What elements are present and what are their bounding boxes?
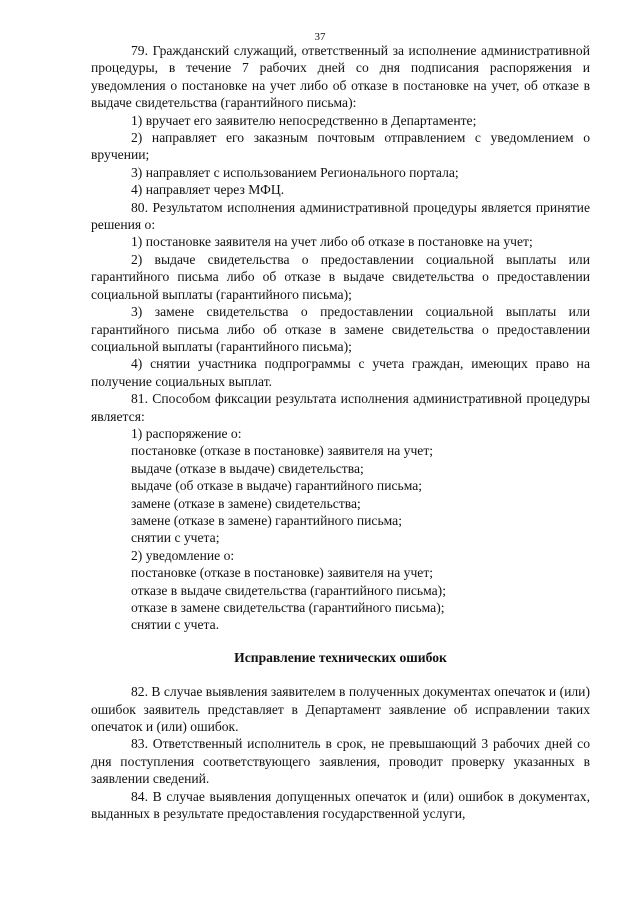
section-heading: Исправление технических ошибок [234,649,447,665]
procedure-items-82-84 [91,683,590,822]
list-line: снятии с учета. [131,617,220,633]
paragraph: 80. Результатом исполнения административной процедуры является принятие решения о: [91,199,590,233]
paragraph: 2) выдаче свидетельства о предоставлении социальной выплаты или гарантийного письма либо об отказе в выдаче свидетельства о предоставлении социальной выплаты (гарантийного письма); [91,251,590,302]
paragraph: 1) постановке заявителя на учет либо об отказе в постановке на учет; [131,234,533,250]
procedure-items-79-81 [91,42,590,634]
list-line: 1) распоряжение о: [131,425,242,441]
paragraph: 1) вручает его заявителю непосредственно в Департаменте; [131,112,477,128]
page-number: 37 [314,31,326,43]
document-body [91,42,590,822]
paragraph: 83. Ответственный исполнитель в срок, не превышающий 3 рабочих дней со дня поступления соответствующего заявления, проводит проверку указанных в заявлении сведений. [91,736,590,787]
list-line: замене (отказе в замене) свидетельства; [131,495,361,511]
list-line: снятии с учета; [131,530,220,546]
list-line: выдаче (об отказе в выдаче) гарантийного письма; [131,478,423,494]
paragraph: 2) направляет его заказным почтовым отправлением с уведомлением о вручении; [91,130,590,163]
paragraph: 84. В случае выявления допущенных опечаток и (или) ошибок в документах, выданных в результате предоставления государственной услуги, [91,788,590,822]
paragraph: 81. Способом фиксации результата исполнения административной процедуры является: [91,391,590,424]
paragraph: 4) снятии участника подпрограммы с учета граждан, имеющих право на получение социальных выплат. [91,356,590,389]
list-line: отказе в выдаче свидетельства (гарантийного письма); [131,582,446,598]
list-line: постановке (отказе в постановке) заявителя на учет; [131,443,434,459]
list-line: отказе в замене свидетельства (гарантийного письма); [131,600,445,615]
paragraph: 3) замене свидетельства о предоставлении социальной выплаты или гарантийного письма либо об отказе в замене свидетельства о предоставлении социальной выплаты (гарантийного письма); [91,304,590,354]
paragraph: 4) направляет через МФЦ. [131,182,285,198]
paragraph: 82. В случае выявления заявителем в полученных документах опечаток и (или) ошибок заявитель представляет в Департамент заявление об исправлении таких опечаток и (или) ошибок. [91,684,590,735]
list-line: замене (отказе в замене) гарантийного письма; [131,512,402,528]
list-line: 2) уведомление о: [131,547,235,563]
paragraph: 79. Гражданский служащий, ответственный за исполнение административной процедуры, в течение 7 рабочих дней со дня подписания распоряжения и уведомления о постановке на учет либо об отказе в постановке на учет, об отказе в выдаче свидетельства (гарантийного письма): [91,43,590,111]
paragraph: 3) направляет с использованием Регионального портала; [131,164,459,180]
list-line: постановке (отказе в постановке) заявителя на учет; [131,565,434,581]
list-line: выдаче (отказе в выдаче) свидетельства; [131,460,364,476]
